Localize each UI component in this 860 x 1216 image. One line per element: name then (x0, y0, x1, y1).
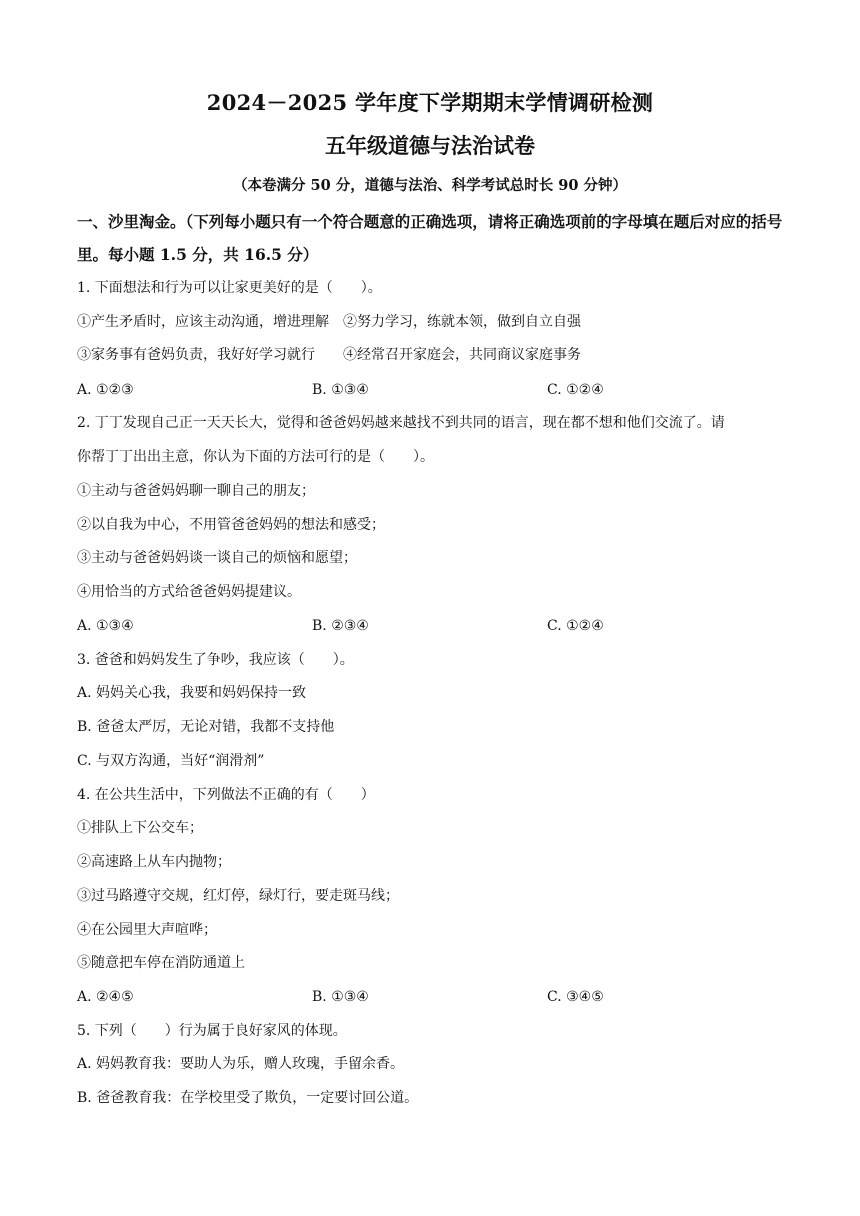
question-2-item-4: ④用恰当的方式给爸爸妈妈提建议。 (77, 584, 301, 600)
question-4-stem: 4. 在公共生活中，下列做法不正确的有（ ） (77, 787, 375, 803)
question-1-option-c: C. ①②④ (547, 382, 604, 398)
question-2-item-1: ①主动与爸爸妈妈聊一聊自己的朋友； (77, 483, 315, 499)
question-4-option-c: C. ③④⑤ (547, 989, 604, 1005)
question-2-item-3: ③主动与爸爸妈妈谈一谈自己的烦恼和愿望； (77, 550, 357, 566)
question-4-option-b: B. ①③④ (312, 989, 369, 1005)
question-5-option-a: A. 妈妈教育我：要助人为乐，赠人玫瑰，手留余香。 (77, 1056, 405, 1072)
question-3-option-c: C. 与双方沟通，当好“润滑剂” (77, 753, 265, 769)
question-1-line-1: ①产生矛盾时，应该主动沟通，增进理解 ②努力学习，练就本领，做到自立自强 (77, 314, 581, 330)
question-2-stem-line-2: 你帮丁丁出出主意，你认为下面的方法可行的是（ ）。 (77, 449, 434, 465)
question-1-line-2: ③家务事有爸妈负责，我好好学习就行 ④经常召开家庭会，共同商议家庭事务 (77, 347, 581, 363)
question-3-stem: 3. 爸爸和妈妈发生了争吵，我应该（ ）。 (77, 652, 354, 668)
question-4-item-1: ①排队上下公交车； (77, 820, 203, 836)
question-5-stem: 5. 下列（ ）行为属于良好家风的体现。 (77, 1023, 347, 1039)
question-4-option-a: A. ②④⑤ (77, 989, 134, 1005)
question-2-option-a: A. ①③④ (77, 618, 134, 634)
section-heading: 一、沙里淘金。（下列每小题只有一个符合题意的正确选项，请将正确选项前的字母填在题后对应的括号里。每小题 1.5 分，共 16.5 分） (77, 212, 783, 264)
question-1-option-b: B. ①③④ (312, 382, 369, 398)
exam-title: 2024－2025 学年度下学期期末学情调研检测 (206, 90, 654, 115)
question-2-item-2: ②以自我为中心，不用管爸爸妈妈的想法和感受； (77, 517, 385, 533)
question-4-item-3: ③过马路遵守交规，红灯停，绿灯行，要走斑马线； (77, 888, 399, 904)
question-2-option-b: B. ②③④ (312, 618, 369, 634)
exam-note: （本卷满分 50 分，道德与法治、科学考试总时长 90 分钟） (232, 177, 628, 194)
question-3-option-b: B. 爸爸太严厉，无论对错，我都不支持他 (77, 719, 335, 735)
question-2-stem-line-1: 2. 丁丁发现自己正一天天长大，觉得和爸爸妈妈越来越找不到共同的语言，现在都不想和他们交流了。请 (77, 415, 725, 431)
question-4-item-5: ⑤随意把车停在消防通道上 (77, 955, 245, 971)
question-1-stem: 1. 下面想法和行为可以让家更美好的是（ ）。 (77, 280, 382, 296)
question-4-item-2: ②高速路上从车内抛物； (77, 854, 231, 870)
question-1-option-a: A. ①②③ (77, 382, 134, 398)
question-2-option-c: C. ①②④ (547, 618, 604, 634)
question-3-option-a: A. 妈妈关心我，我要和妈妈保持一致 (77, 685, 307, 701)
question-5-option-b: B. 爸爸教育我：在学校里受了欺负，一定要讨回公道。 (77, 1090, 419, 1106)
question-4-item-4: ④在公园里大声喧哗； (77, 922, 217, 938)
exam-subtitle: 五年级道德与法治试卷 (325, 133, 535, 158)
